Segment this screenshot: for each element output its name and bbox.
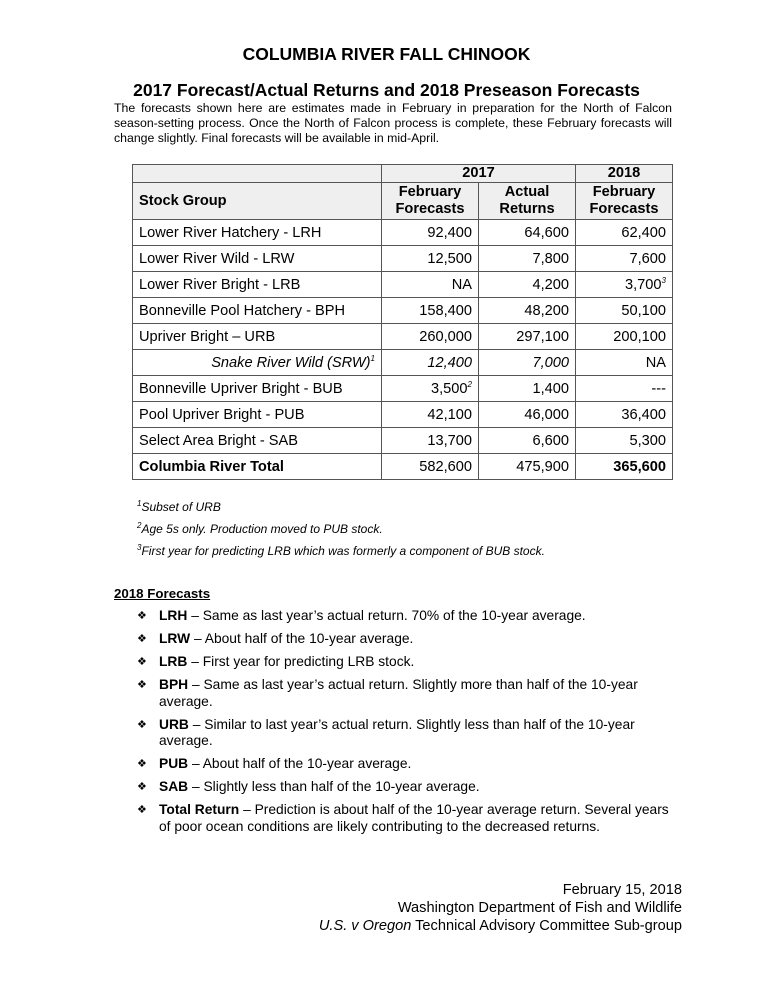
actual-returns-2017-cell-value: 1,400	[532, 380, 569, 397]
feb-forecast-2018-cell-value: ---	[651, 380, 666, 397]
footnotes	[137, 500, 545, 566]
stock-group-cell	[133, 324, 382, 350]
forecasts-heading: 2018 Forecasts	[114, 586, 211, 601]
table-row	[133, 220, 673, 246]
footnote	[137, 544, 545, 566]
actual-returns-2017-cell	[479, 350, 576, 376]
actual-returns-2017-cell-value: 64,600	[524, 224, 569, 241]
committee-case-name: U.S. v Oregon	[318, 918, 412, 934]
footnote-text: First year for predicting LRB which was formerly a component of BUB stock.	[141, 544, 545, 558]
stock-group-cell-value: Lower River Wild - LRW	[139, 250, 295, 267]
diamond-bullet-icon: ❖	[137, 610, 147, 622]
stock-group-cell	[133, 350, 382, 376]
stock-code: LRW	[159, 631, 191, 646]
stock-group-cell	[133, 376, 382, 402]
header-line: February	[398, 184, 462, 200]
actual-returns-2017-cell	[479, 402, 576, 428]
table-header-row-years	[133, 165, 673, 183]
actual-returns-2017-cell-value: 4,200	[532, 276, 569, 293]
diamond-bullet-icon: ❖	[137, 633, 147, 645]
header-line: Returns	[499, 201, 555, 217]
header-feb-forecast-2018	[576, 183, 673, 220]
stock-group-cell	[133, 220, 382, 246]
actual-returns-2017-cell	[479, 324, 576, 350]
stock-group-cell	[133, 454, 382, 480]
forecast-item	[137, 717, 682, 750]
feb-forecast-2017-cell-value: 12,500	[427, 250, 472, 267]
feb-forecast-2017-cell	[382, 246, 479, 272]
actual-returns-2017-cell-value: 7,800	[532, 250, 569, 267]
stock-group-cell	[133, 298, 382, 324]
stock-group-cell-value: Columbia River Total	[139, 458, 284, 475]
actual-returns-2017-cell-value: 475,900	[516, 458, 569, 475]
feb-forecast-2017-cell-value: 3,500	[431, 380, 468, 397]
table-row	[133, 298, 673, 324]
actual-returns-2017-cell	[479, 428, 576, 454]
feb-forecast-2017-cell-value: 582,600	[419, 458, 472, 475]
feb-forecast-2018-cell	[576, 324, 673, 350]
stock-code: LRB	[159, 654, 188, 669]
feb-forecast-2018-cell-value: 36,400	[621, 406, 666, 423]
feb-forecast-2018-cell	[576, 402, 673, 428]
footnote-text: Subset of URB	[141, 500, 221, 514]
actual-returns-2017-cell	[479, 220, 576, 246]
actual-returns-2017-cell	[479, 454, 576, 480]
feb-forecast-2017-cell	[382, 376, 479, 402]
forecasts-list	[137, 608, 682, 842]
feb-forecast-2017-cell	[382, 454, 479, 480]
table-row	[133, 350, 673, 376]
forecast-item	[137, 802, 682, 835]
feb-forecast-2017-cell-value: 158,400	[419, 302, 472, 319]
forecast-text: – Similar to last year’s actual return. Slightly less than half of the 10-year average.	[159, 716, 635, 748]
header-stock-group: Stock Group	[133, 183, 382, 220]
footnote-marker: 3	[661, 275, 666, 285]
stock-group-cell-value: Pool Upriver Bright - PUB	[139, 406, 305, 423]
table-row-total	[133, 454, 673, 480]
header-year-2018: 2018	[576, 165, 673, 183]
stock-group-cell	[133, 402, 382, 428]
feb-forecast-2017-cell	[382, 402, 479, 428]
feb-forecast-2017-cell	[382, 350, 479, 376]
table-row	[133, 402, 673, 428]
header-line: Forecasts	[395, 201, 465, 217]
forecast-text: – Prediction is about half of the 10-year average return. Several years of poor ocean conditions are likely contributing to the decreased returns.	[159, 802, 669, 834]
forecast-item	[137, 756, 682, 773]
stock-group-cell	[133, 428, 382, 454]
header-actual-returns-2017	[479, 183, 576, 220]
feb-forecast-2017-cell-value: 13,700	[427, 432, 472, 449]
intro-paragraph: The forecasts shown here are estimates made in February in preparation for the North of Falcon season-setting process. Once the North of Falcon process is complete, these February forecasts will change slightly. Final forecasts will be available in mid-April.	[114, 101, 672, 145]
feb-forecast-2018-cell-value: 5,300	[629, 432, 666, 449]
footnote	[137, 500, 545, 522]
actual-returns-2017-cell-value: 6,600	[532, 432, 569, 449]
returns-table	[132, 164, 673, 480]
diamond-bullet-icon: ❖	[137, 758, 147, 770]
table-row	[133, 246, 673, 272]
stock-group-cell	[133, 272, 382, 298]
signature-date: February 15, 2018	[562, 882, 682, 898]
actual-returns-2017-cell-value: 48,200	[524, 302, 569, 319]
footnote-marker: 2	[137, 521, 142, 530]
table-header-row-columns	[133, 183, 673, 220]
header-line: Forecasts	[589, 201, 659, 217]
forecast-text: – Slightly less than half of the 10-year average.	[188, 779, 480, 794]
stock-code: LRH	[159, 608, 188, 623]
actual-returns-2017-cell	[479, 298, 576, 324]
header-line: February	[592, 184, 656, 200]
diamond-bullet-icon: ❖	[137, 804, 147, 816]
stock-group-cell-value: Select Area Bright - SAB	[139, 432, 298, 449]
footnote	[137, 522, 545, 544]
forecast-item	[137, 608, 682, 625]
actual-returns-2017-cell-value: 7,000	[532, 354, 569, 371]
feb-forecast-2018-cell	[576, 428, 673, 454]
footnote-marker: 2	[467, 379, 472, 389]
feb-forecast-2017-cell-value: NA	[451, 276, 472, 293]
actual-returns-2017-cell-value: 46,000	[524, 406, 569, 423]
table-body	[133, 220, 673, 480]
table-row	[133, 324, 673, 350]
footnote-marker: 3	[137, 543, 142, 552]
stock-group-cell	[133, 246, 382, 272]
feb-forecast-2018-cell-value: 7,600	[629, 250, 666, 267]
footnote-text: Age 5s only. Production moved to PUB stock.	[141, 522, 383, 536]
feb-forecast-2018-cell-value: 365,600	[613, 458, 666, 475]
stock-group-cell-value: Lower River Hatchery - LRH	[139, 224, 322, 241]
stock-group-cell-value: Lower River Bright - LRB	[139, 276, 301, 293]
signature-agency: Washington Department of Fish and Wildlife	[397, 900, 682, 916]
actual-returns-2017-cell	[479, 376, 576, 402]
header-year-2017: 2017	[382, 165, 576, 183]
header-empty-cell	[133, 165, 382, 183]
forecast-text: – Same as last year’s actual return. Slightly more than half of the 10-year average.	[159, 677, 638, 709]
feb-forecast-2018-cell	[576, 376, 673, 402]
diamond-bullet-icon: ❖	[137, 718, 147, 731]
feb-forecast-2018-cell	[576, 246, 673, 272]
forecast-text: – First year for predicting LRB stock.	[187, 654, 415, 669]
diamond-bullet-icon: ❖	[137, 679, 147, 691]
feb-forecast-2017-cell-value: 92,400	[427, 224, 472, 241]
table-row	[133, 376, 673, 402]
forecast-text: – About half of the 10-year average.	[190, 631, 414, 646]
actual-returns-2017-cell	[479, 246, 576, 272]
forecast-item	[137, 677, 682, 710]
stock-code: BPH	[159, 677, 189, 692]
forecast-item	[137, 779, 682, 796]
stock-group-cell-value: Bonneville Upriver Bright - BUB	[139, 380, 343, 397]
actual-returns-2017-cell-value: 297,100	[516, 328, 569, 345]
feb-forecast-2018-cell	[576, 350, 673, 376]
forecast-item	[137, 654, 682, 671]
stock-group-cell-value: Upriver Bright – URB	[139, 328, 276, 345]
stock-code: PUB	[159, 756, 189, 771]
feb-forecast-2017-cell	[382, 220, 479, 246]
feb-forecast-2018-cell-value: 200,100	[613, 328, 666, 345]
stock-group-cell-value: Snake River Wild (SRW)	[211, 354, 371, 371]
document-title: COLUMBIA RIVER FALL CHINOOK	[242, 44, 531, 64]
feb-forecast-2017-cell	[382, 428, 479, 454]
document-subtitle: 2017 Forecast/Actual Returns and 2018 Preseason Forecasts	[133, 80, 640, 100]
actual-returns-2017-cell	[479, 272, 576, 298]
feb-forecast-2017-cell-value: 42,100	[427, 406, 472, 423]
table-row	[133, 272, 673, 298]
diamond-bullet-icon: ❖	[137, 781, 147, 793]
table-row	[133, 428, 673, 454]
feb-forecast-2018-cell	[576, 220, 673, 246]
feb-forecast-2018-cell	[576, 272, 673, 298]
signature-committee	[319, 917, 682, 935]
stock-code: URB	[159, 716, 189, 732]
footnote-marker: 1	[137, 499, 142, 508]
feb-forecast-2017-cell	[382, 298, 479, 324]
feb-forecast-2017-cell-value: 260,000	[419, 328, 472, 345]
diamond-bullet-icon: ❖	[137, 656, 147, 668]
feb-forecast-2018-cell-value: 50,100	[621, 302, 666, 319]
feb-forecast-2018-cell-value: NA	[645, 354, 666, 371]
header-feb-forecast-2017	[382, 183, 479, 220]
feb-forecast-2017-cell	[382, 272, 479, 298]
feb-forecast-2018-cell	[576, 298, 673, 324]
committee-name: Technical Advisory Committee Sub-group	[411, 918, 682, 934]
stock-group-cell-value: Bonneville Pool Hatchery - BPH	[139, 302, 346, 319]
feb-forecast-2017-cell	[382, 324, 479, 350]
feb-forecast-2018-cell-value: 3,700	[625, 276, 662, 293]
forecast-item	[137, 631, 682, 648]
feb-forecast-2017-cell-value: 12,400	[427, 354, 472, 371]
feb-forecast-2018-cell	[576, 454, 673, 480]
stock-code: Total Return	[159, 802, 240, 817]
signature-block	[319, 881, 682, 935]
forecast-text: – Same as last year’s actual return. 70% of the 10-year average.	[187, 608, 586, 623]
footnote-marker: 1	[370, 353, 375, 363]
feb-forecast-2018-cell-value: 62,400	[621, 224, 666, 241]
header-line: Actual	[504, 184, 550, 200]
stock-code: SAB	[159, 779, 189, 794]
forecast-text: – About half of the 10-year average.	[188, 756, 412, 771]
